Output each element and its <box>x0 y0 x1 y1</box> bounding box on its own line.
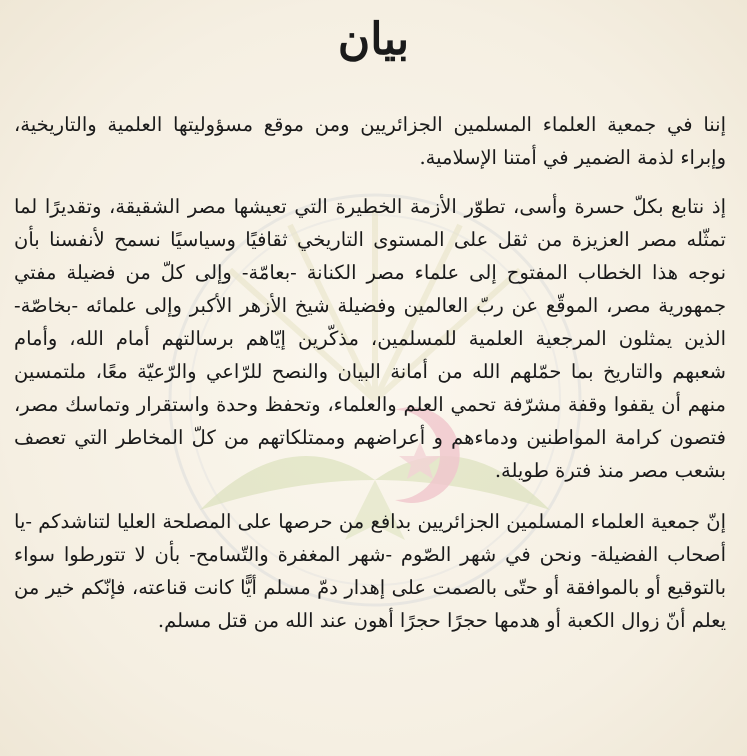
paragraph-1: إننا في جمعية العلماء المسلمين الجزائريين ومن موقع مسؤوليتها العلمية والتاريخية، وإبراء لذمة الضمير في أمتنا الإسلامية. <box>14 113 726 169</box>
statement-body <box>14 108 726 653</box>
document-title: بيان <box>337 14 410 65</box>
paragraph-3: إنّ جمعية العلماء المسلمين الجزائريين بدافع من حرصها على المصلحة العليا لتناشدكم -يا أصحاب الفضيلة- ونحن في شهر الصّوم -شهر المغفرة والتّسامح- بأن لا تتورطوا سواء بالتوقيع أو بالموافقة أو حتّى بالصمت على إهدار دمّ مسلم أيًّا كانت قناعته، فإنّكم خير من يعلم أنّ زوال الكعبة أو هدمها حجرًا حجرًا أهون عند الله من قتل مسلم. <box>14 510 726 632</box>
paragraph-2: إذ نتابع بكلّ حسرة وأسى، تطوّر الأزمة الخطيرة التي تعيشها مصر الشقيقة، وتقديرًا لما تمثّله مصر العزيزة من ثقل على المستوى التاريخي ثقافيًا وسياسيًا نسمح لأنفسنا بأن نوجه هذا الخطاب المفتوح إلى علماء مصر الكنانة -بعامّة- وإلى كلّ من فضيلة مفتي جمهورية مصر، الموقّع عن ربّ العالمين وفضيلة شيخ الأزهر الأكبر وإلى علمائه -بخاصّة- الذين يمثلون المرجعية العلمية للمسلمين، مذكّرين إيّاهم برسالتهم أمام الله، وأمام شعبهم والتاريخ بما حمّلهم الله من أمانة البيان والنصح للرّاعي والرّعيّة معًا، ملتمسين منهم أن يقفوا وقفة مشرّفة تحمي العلم والعلماء، وتحفظ وحدة واستقرار وتماسك مصر، فتصون كرامة المواطنين ودماءهم و أعراضهم وممتلكاتهم من كلّ المخاطر التي تعصف بشعب مصر منذ فترة طويلة. <box>14 195 726 482</box>
